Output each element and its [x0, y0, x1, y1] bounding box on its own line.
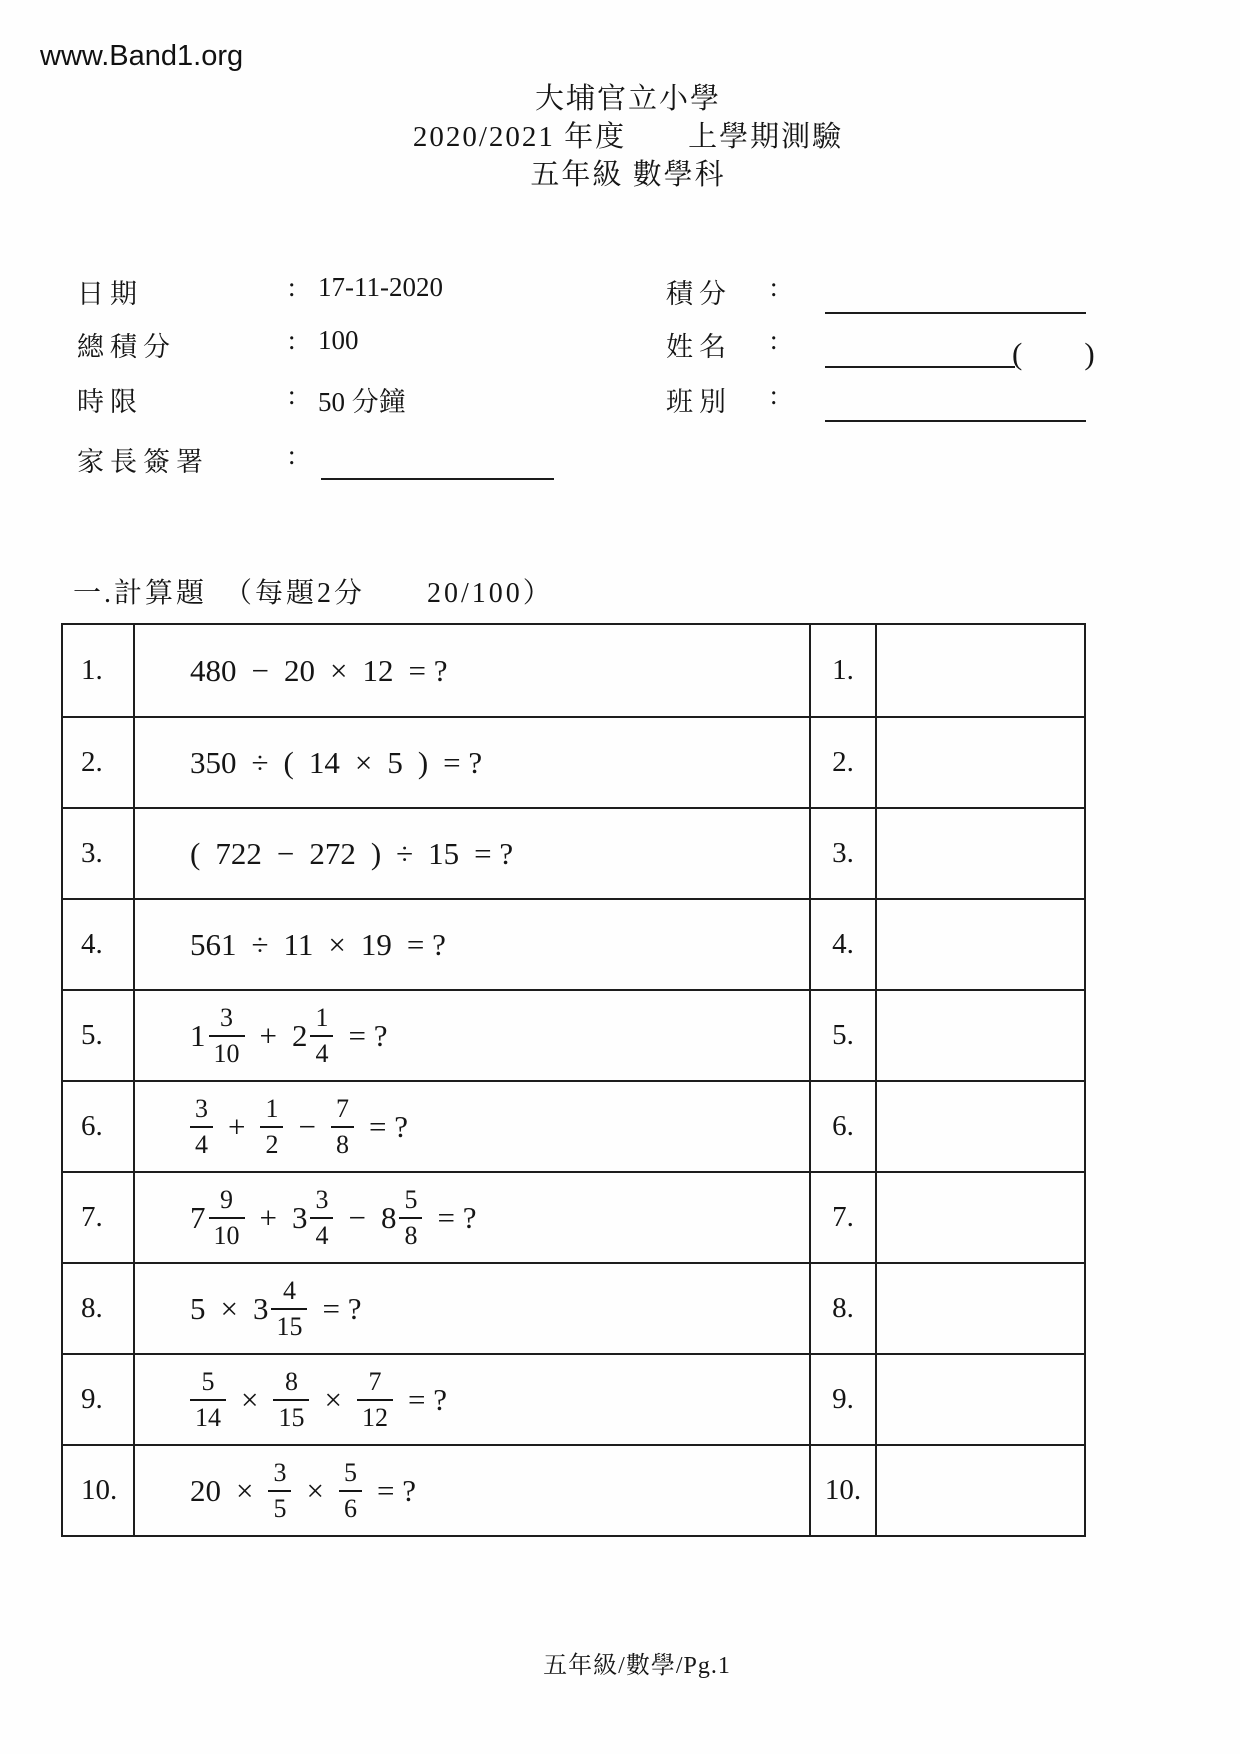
expression-token: ) — [417, 744, 429, 780]
fraction — [260, 1095, 283, 1158]
fraction-stack — [271, 1277, 307, 1340]
class-label: 班別 — [666, 387, 732, 417]
expression-token: = ? — [443, 744, 483, 780]
expression-token: 20 — [283, 652, 315, 688]
question-row — [63, 716, 1084, 807]
fraction-numerator: 8 — [284, 1367, 298, 1397]
answer-cell — [875, 991, 1084, 1080]
fraction-numerator: 5 — [404, 1185, 418, 1215]
expression-token: × — [324, 1381, 342, 1417]
fraction-denominator: 14 — [190, 1399, 226, 1431]
question-row — [63, 898, 1084, 989]
date-colon: : — [288, 272, 296, 302]
fraction — [190, 1095, 213, 1158]
fraction-numerator: 3 — [195, 1094, 208, 1124]
fraction-denominator: 4 — [190, 1126, 213, 1158]
fraction-denominator: 10 — [209, 1217, 245, 1249]
answer-cell — [875, 1446, 1084, 1535]
expression-token: 12 — [362, 652, 394, 688]
expression-token: + — [259, 1017, 277, 1053]
fraction-whole-number: 3 — [252, 1290, 269, 1326]
answer-number: 9. — [809, 1355, 875, 1444]
question-row — [63, 1080, 1084, 1171]
expression-token: = ? — [348, 1017, 388, 1053]
fraction — [339, 1459, 362, 1522]
question-expression — [133, 718, 809, 807]
fraction-stack — [190, 1368, 226, 1431]
question-expression — [133, 1355, 809, 1444]
fraction — [253, 1277, 308, 1340]
expression-token: = ? — [406, 926, 446, 962]
expression-token: 19 — [360, 926, 392, 962]
question-expression — [133, 1446, 809, 1535]
question-number: 5. — [81, 1019, 103, 1051]
time-limit-label: 時限 — [77, 387, 143, 417]
expression-token: = ? — [474, 835, 514, 871]
expression-token: ÷ — [251, 744, 269, 780]
expression-token: 14 — [308, 744, 340, 780]
fraction — [190, 1186, 245, 1249]
fraction-whole-number: 7 — [190, 1199, 206, 1235]
expression-token: ÷ — [396, 835, 414, 871]
question-row — [63, 1171, 1084, 1262]
fraction-numerator: 1 — [265, 1094, 279, 1124]
expression-token: × — [236, 1472, 254, 1508]
expression-token: 11 — [283, 926, 314, 962]
expression-token: 480 — [190, 652, 237, 688]
question-row — [63, 1444, 1084, 1535]
fraction-denominator: 15 — [271, 1308, 307, 1340]
total-score-label: 總積分 — [77, 332, 176, 362]
fraction-whole-number: 3 — [291, 1199, 308, 1235]
expression-token: × — [306, 1472, 324, 1508]
fraction-numerator: 3 — [220, 1003, 233, 1033]
expression-token: + — [259, 1199, 277, 1235]
fraction-stack — [260, 1095, 283, 1158]
question-expression — [133, 625, 809, 716]
fraction-numerator: 5 — [343, 1458, 357, 1488]
question-number: 8. — [81, 1292, 103, 1324]
question-number: 1. — [81, 654, 103, 686]
score-blank — [825, 312, 1086, 314]
answer-number: 3. — [809, 809, 875, 898]
expression-token: × — [220, 1290, 238, 1326]
fraction-numerator: 5 — [201, 1367, 215, 1397]
fraction — [357, 1368, 393, 1431]
parent-signature-blank — [321, 478, 554, 480]
name-label: 姓名 — [666, 332, 732, 362]
expression-token: = ? — [322, 1290, 362, 1326]
question-number: 9. — [81, 1383, 103, 1415]
expression-token: − — [298, 1108, 316, 1144]
section-heading: 一.計算題 （每題2分 20/100） — [73, 578, 554, 609]
answer-cell — [875, 900, 1084, 989]
score-label: 積分 — [666, 279, 732, 309]
expression-token: ( — [283, 744, 294, 780]
answer-number: 2. — [809, 718, 875, 807]
answer-number: 8. — [809, 1264, 875, 1353]
expression-token: × — [354, 744, 373, 780]
question-row — [63, 1262, 1084, 1353]
school-name: 大埔官立小學 — [534, 83, 721, 115]
expression-token: 272 — [309, 835, 356, 871]
question-number: 2. — [81, 746, 103, 778]
answer-cell — [875, 625, 1084, 716]
fraction — [381, 1186, 423, 1249]
question-expression — [133, 991, 809, 1080]
fraction-stack — [357, 1368, 393, 1431]
parent-signature-label: 家長簽署 — [77, 447, 209, 477]
expression-token: ) — [370, 835, 382, 871]
fraction-stack — [339, 1459, 362, 1522]
answer-number: 10. — [809, 1446, 875, 1535]
time-limit-value: 50 分鐘 — [318, 387, 406, 417]
fraction-numerator: 1 — [315, 1003, 329, 1033]
question-expression — [133, 809, 809, 898]
question-expression — [133, 1264, 809, 1353]
fraction — [331, 1095, 354, 1158]
date-value: 17-11-2020 — [318, 272, 443, 302]
question-number: 6. — [81, 1110, 103, 1142]
question-expression — [133, 900, 809, 989]
fraction-numerator: 7 — [368, 1367, 382, 1397]
fraction-stack — [399, 1186, 422, 1249]
answer-number: 7. — [809, 1173, 875, 1262]
expression-token: − — [348, 1199, 366, 1235]
question-expression — [133, 1082, 809, 1171]
fraction-denominator: 4 — [310, 1035, 333, 1067]
expression-token: 561 — [190, 926, 237, 962]
answer-cell — [875, 1355, 1084, 1444]
question-number: 7. — [81, 1201, 103, 1233]
question-number: 4. — [81, 928, 103, 960]
name-colon: : — [770, 325, 778, 355]
fraction-stack — [331, 1095, 354, 1158]
fraction-numerator: 7 — [335, 1094, 349, 1124]
expression-token: ( — [190, 835, 201, 871]
fraction-whole-number: 1 — [190, 1017, 206, 1053]
fraction — [292, 1186, 334, 1249]
question-row — [63, 989, 1084, 1080]
fraction-denominator: 8 — [399, 1217, 422, 1249]
fraction-numerator: 3 — [273, 1458, 287, 1488]
score-colon: : — [770, 272, 778, 302]
term-line: 2020/2021 年度 上學期測驗 — [412, 121, 844, 153]
fraction-numerator: 9 — [220, 1185, 233, 1215]
answer-number: 1. — [809, 625, 875, 716]
fraction — [273, 1368, 309, 1431]
fraction-denominator: 12 — [357, 1399, 393, 1431]
expression-token: 20 — [190, 1472, 221, 1508]
name-blank — [825, 366, 1015, 368]
fraction-numerator: 4 — [282, 1276, 296, 1306]
expression-token: = ? — [408, 652, 448, 688]
fraction-denominator: 10 — [209, 1035, 245, 1067]
fraction-stack — [209, 1004, 245, 1067]
answer-cell — [875, 718, 1084, 807]
fraction-denominator: 4 — [310, 1217, 333, 1249]
answer-number: 4. — [809, 900, 875, 989]
expression-token: × — [329, 652, 348, 688]
question-row — [63, 625, 1084, 716]
title-block — [0, 80, 1240, 194]
expression-token: = ? — [407, 1381, 447, 1417]
fraction-numerator: 3 — [315, 1185, 329, 1215]
expression-token: = ? — [437, 1199, 477, 1235]
fraction — [190, 1368, 226, 1431]
date-label: 日期 — [77, 279, 143, 309]
question-row — [63, 807, 1084, 898]
fraction-stack — [209, 1186, 245, 1249]
question-expression — [133, 1173, 809, 1262]
expression-token: 15 — [428, 835, 460, 871]
fraction-stack — [268, 1459, 291, 1522]
class-blank — [825, 420, 1086, 422]
answer-cell — [875, 809, 1084, 898]
expression-token: 5 — [387, 744, 403, 780]
fraction — [292, 1004, 334, 1067]
expression-token: = ? — [376, 1472, 416, 1508]
fraction — [268, 1459, 291, 1522]
question-number: 10. — [81, 1474, 118, 1506]
fraction-denominator: 8 — [331, 1126, 354, 1158]
expression-token: − — [251, 652, 269, 688]
grade-subject: 五年級 數學科 — [530, 159, 726, 191]
fraction-denominator: 2 — [260, 1126, 283, 1158]
expression-token: × — [328, 926, 346, 962]
fraction-denominator: 6 — [339, 1490, 362, 1522]
expression-token: = ? — [368, 1108, 408, 1144]
site-url: www.Band1.org — [40, 40, 244, 72]
class-colon: : — [770, 380, 778, 410]
fraction-stack — [273, 1368, 309, 1431]
fraction-stack — [310, 1186, 333, 1249]
question-number: 3. — [81, 837, 103, 869]
answer-cell — [875, 1264, 1084, 1353]
answer-number: 6. — [809, 1082, 875, 1171]
question-table — [61, 623, 1086, 1537]
question-row — [63, 1353, 1084, 1444]
answer-number: 5. — [809, 991, 875, 1080]
page-footer: 五年級/數學/Pg.1 — [543, 1653, 731, 1679]
parent-signature-colon: : — [288, 440, 296, 470]
fraction — [190, 1004, 245, 1067]
expression-token: + — [228, 1108, 246, 1144]
expression-token: 350 — [190, 744, 237, 780]
name-paren-suffix: ( ) — [1012, 336, 1095, 371]
fraction-whole-number: 2 — [291, 1017, 308, 1053]
total-score-value: 100 — [318, 325, 359, 355]
expression-token: ÷ — [251, 926, 269, 962]
expression-token: × — [241, 1381, 259, 1417]
answer-cell — [875, 1173, 1084, 1262]
answer-cell — [875, 1082, 1084, 1171]
fraction-whole-number: 8 — [380, 1199, 397, 1235]
total-score-colon: : — [288, 325, 296, 355]
fraction-stack — [310, 1004, 333, 1067]
expression-token: 5 — [190, 1290, 206, 1326]
expression-token: − — [276, 835, 295, 871]
fraction-denominator: 5 — [268, 1490, 291, 1522]
fraction-stack — [190, 1095, 213, 1158]
fraction-denominator: 15 — [273, 1399, 309, 1431]
expression-token: 722 — [215, 835, 262, 871]
time-limit-colon: : — [288, 380, 296, 410]
